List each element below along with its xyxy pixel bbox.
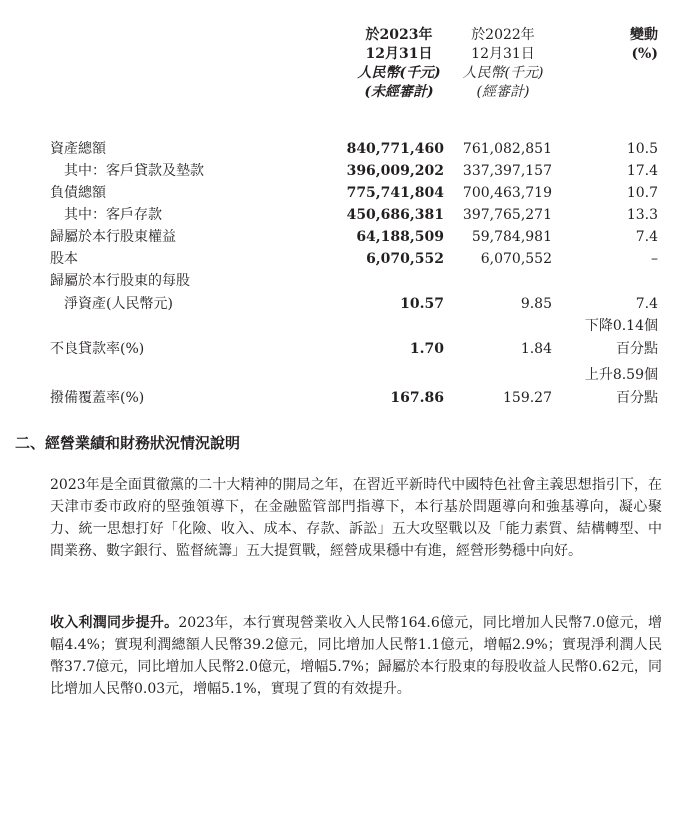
- row-value-2022: 1.84: [520, 341, 552, 357]
- row-change: 10.7: [626, 185, 658, 201]
- table-row-total-assets: [0, 139, 688, 159]
- row-change-line1: 上升8.59個: [584, 367, 658, 383]
- row-label-continued: 淨資產(人民幣元): [64, 296, 173, 312]
- header-2022-audit: (經審計): [476, 84, 530, 100]
- header-change-title: 變動: [630, 27, 658, 43]
- row-label: 歸屬於本行股東權益: [50, 229, 176, 245]
- row-value-2022: 700,463,719: [462, 185, 552, 201]
- header-col-change: [630, 26, 658, 64]
- table-row-share-capital: [0, 249, 688, 269]
- row-value-2023: 450,686,381: [346, 207, 444, 223]
- header-2023-date: 12月31日: [365, 46, 433, 62]
- row-label: 負債總額: [50, 185, 106, 201]
- header-2023-year: 於2023年: [365, 27, 433, 43]
- header-col-2023: [344, 26, 454, 102]
- row-value-2023: 64,188,509: [356, 229, 444, 245]
- row-label: 其中：客戶存款: [64, 207, 162, 223]
- row-value-2023: 167.86: [390, 390, 444, 406]
- row-value-2023: 396,009,202: [346, 163, 444, 179]
- row-change: 10.5: [626, 141, 658, 157]
- row-change-line2: 百分點: [616, 390, 658, 406]
- row-value-2022: 337,397,157: [462, 163, 552, 179]
- row-change: 7.4: [635, 296, 658, 312]
- row-value-2022: 6,070,552: [480, 251, 552, 267]
- row-value-2022: 59,784,981: [471, 229, 552, 245]
- paragraph-overview: 2023年是全面貫徹黨的二十大精神的開局之年，在習近平新時代中國特色社會主義思想指引下，在天津市委市政府的堅強領導下，在金融監管部門指導下，本行基於問題導向和強基導向，凝心聚力、統一思想打好「化險、收入、成本、存款、訴訟」五大攻堅戰以及「能力素質、結構轉型、中間業務、數字銀行、監督統籌」五大提質戰，經營成果穩中有進，經營形勢穩中向好。: [50, 477, 662, 559]
- row-value-2023: 840,771,460: [346, 141, 444, 157]
- row-change: 7.4: [635, 229, 658, 245]
- header-2023-currency: 人民幣(千元): [357, 65, 441, 81]
- row-change-line1: 下降0.14個: [584, 318, 658, 334]
- header-2023-audit: (未經審計): [364, 84, 434, 100]
- paragraph-lead: 收入利潤同步提升。: [50, 615, 179, 631]
- table-row-shareholders-equity: [0, 227, 688, 247]
- row-value-2023: 10.57: [400, 296, 444, 312]
- row-value-2022: 761,082,851: [462, 141, 552, 157]
- section-title: 二、經營業績和財務狀況情況說明: [15, 434, 241, 452]
- table-row-nav-per-share: [0, 294, 688, 314]
- header-change-unit: (%): [631, 46, 658, 62]
- table-row-coverage-ratio: [0, 388, 688, 408]
- row-value-2022: 397,765,271: [462, 207, 552, 223]
- row-value-2022: 9.85: [520, 296, 552, 312]
- table-row-customer-loans: [0, 161, 688, 181]
- row-change-line2: 百分點: [616, 341, 658, 357]
- table-row-total-liabilities: [0, 183, 688, 203]
- header-2022-currency: 人民幣(千元): [462, 65, 544, 81]
- table-row-nav-per-share-title: [0, 271, 688, 291]
- paragraph-body: 2023年，本行實現營業收入人民幣164.6億元，同比增加人民幣7.0億元，增幅4.4%；實現利潤總額人民幣39.2億元，同比增加人民幣1.1億元，增幅2.9%；實現淨利潤人民幣37.7億元，同比增加人民幣2.0億元，增幅5.7%；歸屬於本行股東的每股收益人民幣0.62元，同比增加人民幣0.03元，增幅5.1%，實現了質的有效提升。: [50, 615, 662, 697]
- paragraph-revenue-profit: [50, 612, 662, 700]
- row-label: 資產總額: [50, 141, 106, 157]
- table-row-coverage-ratio-note: [0, 365, 688, 385]
- row-value-2023: 1.70: [409, 341, 444, 357]
- row-value-2022: 159.27: [503, 390, 552, 406]
- row-label: 歸屬於本行股東的每股: [50, 273, 190, 289]
- row-label: 其中：客戶貸款及墊款: [64, 163, 204, 179]
- row-change: –: [651, 251, 658, 267]
- row-value-2023: 6,070,552: [366, 251, 444, 267]
- row-value-2023: 775,741,804: [346, 185, 444, 201]
- header-col-2022: [448, 26, 558, 102]
- table-row-customer-deposits: [0, 205, 688, 225]
- table-row-npl-ratio: [0, 339, 688, 359]
- row-label: 不良貸款率(%): [50, 341, 145, 357]
- table-row-npl-ratio-note: [0, 316, 688, 336]
- header-2022-year: 於2022年: [471, 27, 535, 43]
- row-change: 17.4: [626, 163, 658, 179]
- row-label: 股本: [50, 251, 78, 267]
- row-label: 撥備覆蓋率(%): [50, 390, 145, 406]
- header-2022-date: 12月31日: [471, 46, 535, 62]
- row-change: 13.3: [626, 207, 658, 223]
